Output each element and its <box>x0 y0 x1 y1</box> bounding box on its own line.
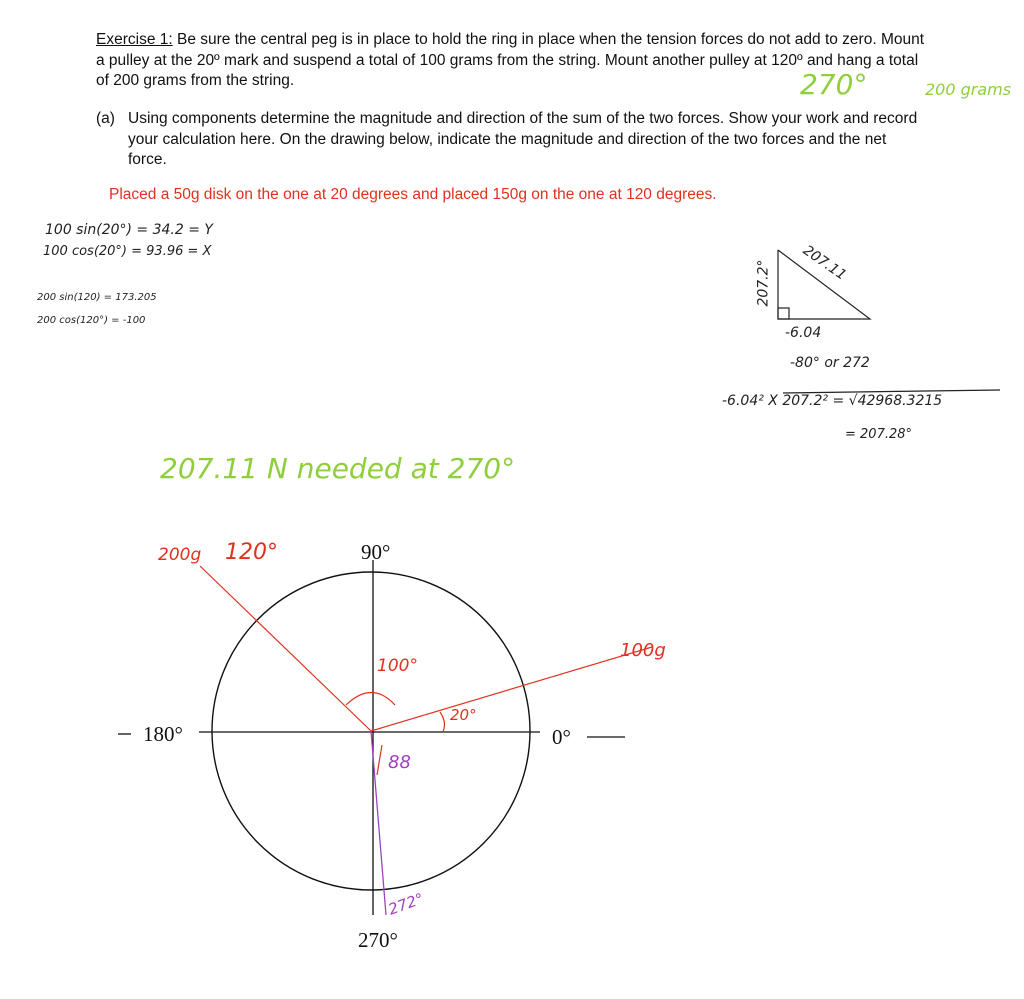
label-200g: 200g <box>158 545 202 565</box>
handwritten-270: 270° <box>800 68 868 101</box>
label-20-deg: 20° <box>450 706 477 724</box>
label-88: 88 <box>388 752 411 773</box>
exercise-heading: Exercise 1: <box>96 31 173 48</box>
triangle-hypotenuse: 207.11 <box>799 242 850 284</box>
calc-line-2: 100 cos(20°) = 93.96 = X <box>43 244 212 259</box>
force-120-line <box>200 566 371 731</box>
calc-line-3: 200 sin(120) = 173.205 <box>37 292 157 303</box>
label-180: 180° <box>143 722 183 746</box>
label-100-deg: 100° <box>377 656 418 676</box>
label-0: 0° <box>552 725 571 749</box>
observation-note: Placed a 50g disk on the one at 20 degrees and placed 150g on the one at 120 degrees. <box>109 186 717 203</box>
calc-line-1: 100 sin(20°) = 34.2 = Y <box>45 222 213 238</box>
label-120-deg: 120° <box>225 540 278 565</box>
intro-text: Be sure the central peg is in place to hold the ring in place when the tension forces do not add to zero. Mount a pulley at the 20º mark and suspend a total of 100 grams from the string. Mount another pulley at 120º and hang a total of 200 grams from the string. <box>96 31 925 89</box>
calc-line-4: 200 cos(120°) = -100 <box>37 315 146 326</box>
label-90: 90° <box>361 540 391 564</box>
net-force-needed: 207.11 N needed at 270° <box>160 452 516 485</box>
triangle-sketch <box>778 250 1000 393</box>
triangle-vertical: 207.2° <box>755 259 772 307</box>
part-a-text: Using components determine the magnitude and direction of the sum of the two forces. Show your work and record your calculation here. On the drawing below, indicate the magnitude and direction of the two forces and the net force. <box>128 110 918 168</box>
triangle-base: -6.04 <box>785 325 822 341</box>
magnitude-result: = 207.28° <box>845 427 913 442</box>
pythagoras-calc: -6.04² X 207.2² = √42968.3215 <box>722 393 943 409</box>
part-a-label: (a) <box>96 110 115 127</box>
label-270: 270° <box>358 928 398 952</box>
label-100g: 100g <box>620 640 666 661</box>
label-272-deg: 272° <box>386 889 427 919</box>
angle-result: -80° or 272 <box>790 355 870 371</box>
handwritten-200-grams: 200 grams <box>925 80 1012 99</box>
